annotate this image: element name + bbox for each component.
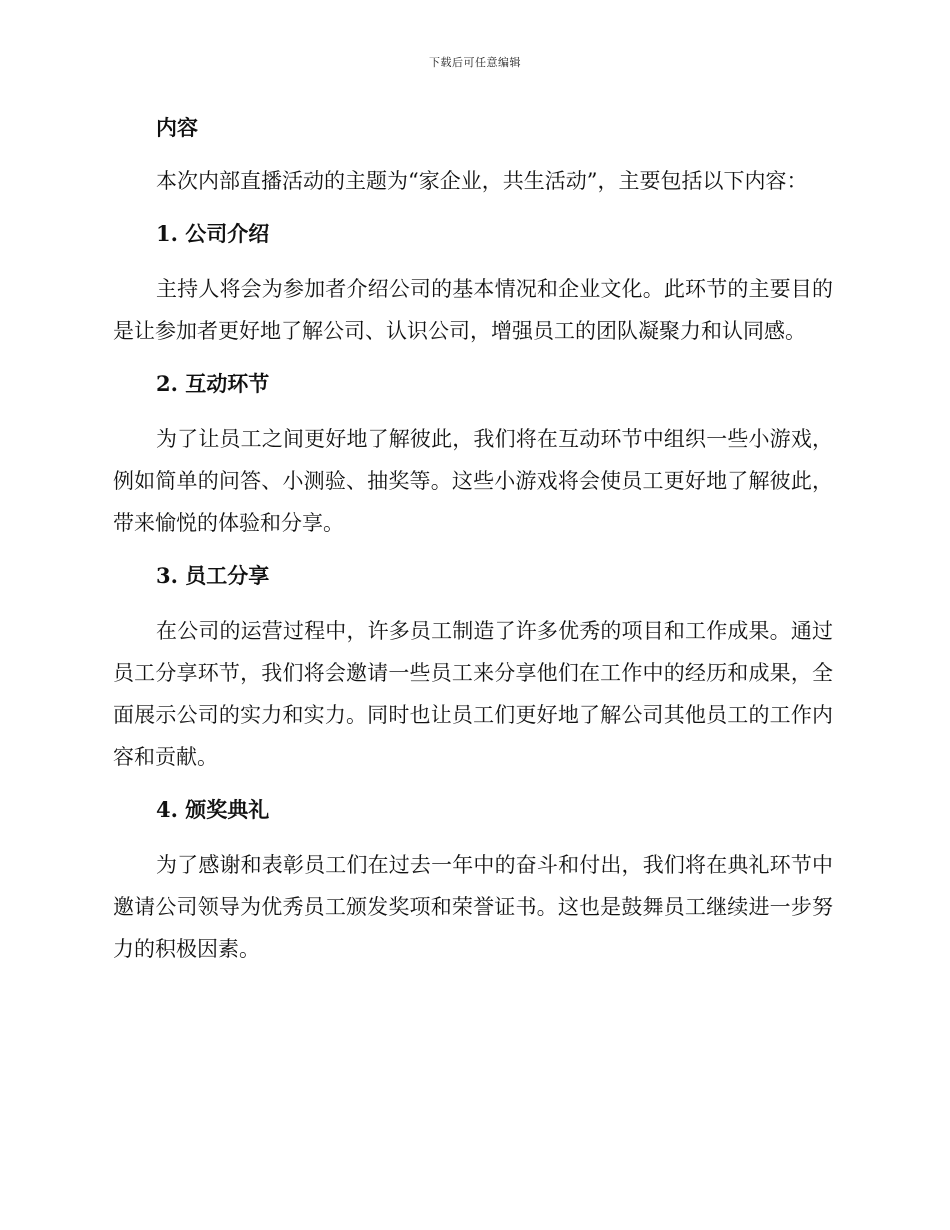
intro-paragraph: 本次内部直播活动的主题为“家企业，共生活动”，主要包括以下内容： xyxy=(156,169,808,193)
item-heading-employee-sharing: 3. 员工分享 xyxy=(156,563,270,588)
spacer xyxy=(113,544,833,556)
document-body xyxy=(113,108,833,970)
item-body-company-intro: 主持人将会为参加者介绍公司的基本情况和企业文化。此环节的主要目的是让参加者更好地了解公司、认识公司，增强员工的团队凝聚力和认同感。 xyxy=(113,277,833,343)
running-header: 下载后可任意编辑 xyxy=(429,56,521,69)
item-body-interaction: 为了让员工之间更好地了解彼此，我们将在互动环节中组织一些小游戏，例如简单的问答、小测验、抽奖等。这些小游戏将会使员工更好地了解彼此，带来愉悦的体验和分享。 xyxy=(113,427,833,535)
section-title: 内容 xyxy=(156,115,198,140)
spacer xyxy=(113,778,833,790)
item-heading-award-ceremony: 4. 颁奖典礼 xyxy=(156,797,270,822)
item-heading-company-intro: 1. 公司介绍 xyxy=(156,221,270,246)
spacer xyxy=(113,148,833,160)
item-body-award-ceremony: 为了感谢和表彰员工们在过去一年中的奋斗和付出，我们将在典礼环节中邀请公司领导为优秀员工颁发奖项和荣誉证书。这也是鼓舞员工继续进一步努力的积极因素。 xyxy=(113,853,833,961)
item-heading-interaction: 2. 互动环节 xyxy=(156,371,270,396)
spacer xyxy=(113,202,833,214)
spacer xyxy=(113,352,833,364)
spacer xyxy=(113,404,833,418)
spacer xyxy=(113,596,833,610)
spacer xyxy=(113,830,833,844)
item-body-employee-sharing: 在公司的运营过程中，许多员工制造了许多优秀的项目和工作成果。通过员工分享环节，我们将会邀请一些员工来分享他们在工作中的经历和成果，全面展示公司的实力和实力。同时也让员工们更好地了解公司其他员工的工作内容和贡献。 xyxy=(113,619,833,769)
spacer xyxy=(113,254,833,268)
